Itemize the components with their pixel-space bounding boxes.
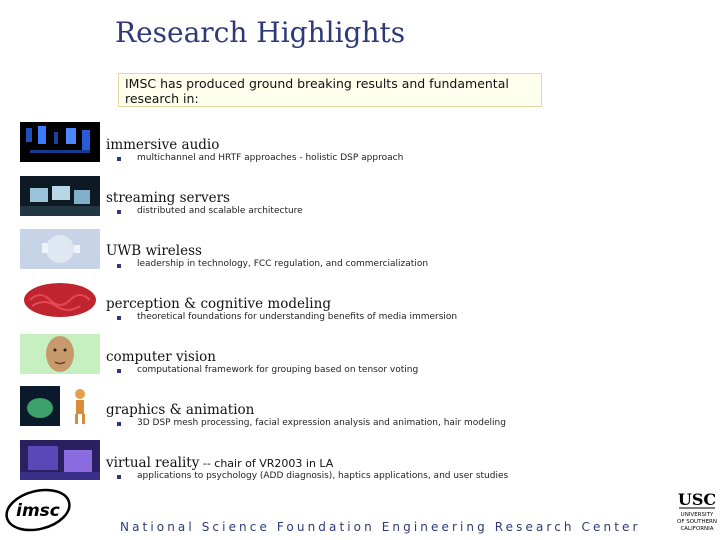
imsc-logo-text: imsc [16,501,60,521]
usc-logo-line2: OF SOUTHERN [677,519,717,525]
item-heading: streaming servers [106,190,230,206]
item-detail: applications to psychology (ADD diagnosis), haptics applications, and user studies [137,471,509,481]
usc-logo-line1: UNIVERSITY [680,512,714,518]
item-heading: immersive audio [106,137,220,153]
wireless-thumbnail [20,229,100,269]
usc-logo-line3: CALIFORNIA [680,526,714,532]
footer-text: National Science Foundation Engineering Research Center [120,520,641,534]
item-heading: graphics & animation [106,402,255,418]
item-heading: UWB wireless [106,243,202,259]
sub-bullet [117,210,121,214]
servers-thumbnail [20,176,100,216]
sub-bullet [117,369,121,373]
face-thumbnail [20,334,100,374]
sub-bullet [117,422,121,426]
sub-bullet [117,264,121,268]
imsc-logo [4,488,72,532]
intro-box: IMSC has produced ground breaking results and fundamental research in: [118,73,542,107]
vr-thumbnail [20,440,100,480]
item-detail: 3D DSP mesh processing, facial expression analysis and animation, hair modeling [137,418,506,428]
usc-logo-mark: USC [677,490,717,509]
item-detail: computational framework for grouping based on tensor voting [137,365,419,375]
sub-bullet [117,475,121,479]
audio-thumbnail [20,122,100,162]
item-heading: computer vision [106,349,216,365]
slide-title: Research Highlights [115,16,406,49]
item-heading [106,455,333,471]
item-detail: leadership in technology, FCC regulation, and commercialization [137,259,429,269]
sub-bullet [117,316,121,320]
brain-thumbnail [20,280,100,320]
item-heading-suffix: -- chair of VR2003 in LA [199,457,334,470]
item-heading-main: virtual reality [106,455,200,471]
item-detail: theoretical foundations for understanding benefits of media immersion [137,312,458,322]
sub-bullet [117,157,121,161]
item-detail: multichannel and HRTF approaches - holistic DSP approach [137,153,404,163]
item-heading: perception & cognitive modeling [106,296,331,312]
animation-thumbnail [20,386,100,426]
usc-logo [676,487,718,533]
item-detail: distributed and scalable architecture [137,206,303,216]
